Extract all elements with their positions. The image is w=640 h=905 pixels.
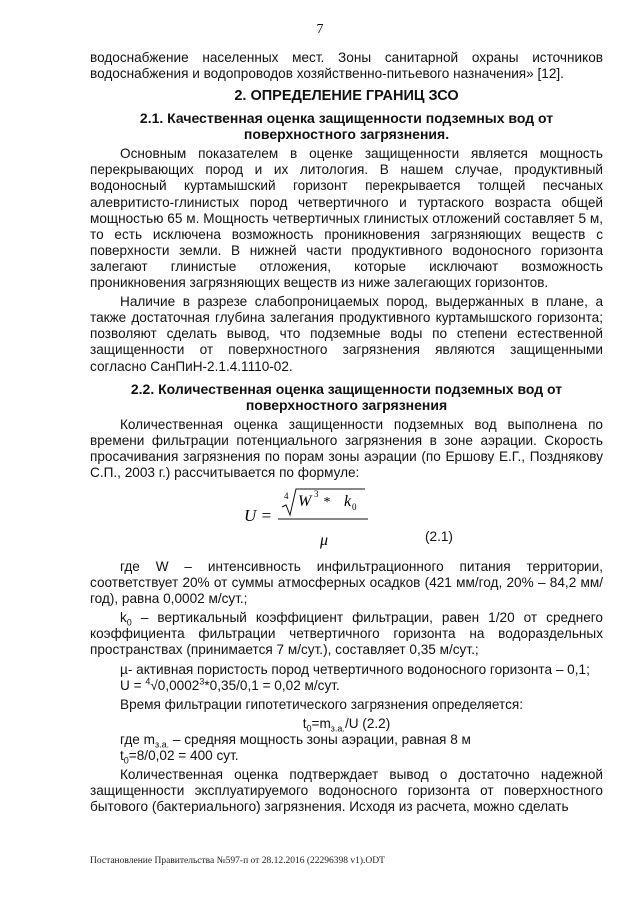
m-def-subscript: з.а. bbox=[154, 739, 170, 750]
k0-symbol: k bbox=[120, 610, 127, 626]
paragraph-mu-definition: µ- активная пористость пород четвертичного водоносного горизонта – 0,1; bbox=[120, 661, 590, 677]
formula-2-1 bbox=[90, 481, 603, 559]
paragraph-w-definition: где W – интенсивность инфильтрационного питания территории, соответствует 20% от суммы атмосферных осадков (421 мм/год, 20% – 84,2 мм/год), равна 0,0002 м/сут.; bbox=[90, 558, 603, 607]
equation-number: (2.1) bbox=[425, 528, 453, 544]
paragraph-u-calculation bbox=[90, 678, 603, 694]
subsection-heading-2-1: 2.1. Качественная оценка защищенности подземных вод от поверхностного загрязнения. bbox=[139, 110, 554, 143]
k0-text: – вертикальный коэффициент фильтрации, равен 1/20 от среднего коэффициента фильтрации четвертичного горизонта на водораздельных пространствах (принимается 7 м/сут.), составляет 0,35 м/сут.; bbox=[90, 610, 603, 658]
t0-result-symbol: t bbox=[120, 748, 124, 763]
paragraph-final: Количественная оценка подтверждает вывод о достаточно надежной защищенности эксплуатируемого водоносного горизонта от поверхностного бытового (бактериального) загрязнения. Исходя из расчета, можно сделать bbox=[90, 767, 603, 815]
m-def-rest: – средняя мощность зоны аэрации, равная 8 м bbox=[169, 731, 471, 747]
paragraph-t0-result bbox=[90, 748, 603, 764]
formula-w: W bbox=[298, 492, 312, 510]
formula-2-2 bbox=[90, 716, 603, 732]
u-calc-root-index: 4 bbox=[145, 676, 151, 687]
paragraph-quantitative: Количественная оценка защищенности подземных вод выполнена по времени фильтрации потенциального загрязнения в зоне аэрации. Скорость просачивания загрязнения по порам зоны аэрации (по Ершову Е.Г., Позднякову С.П., 2003 г.) рассчитывается по формуле: bbox=[90, 416, 603, 480]
formula-lhs: U = bbox=[244, 505, 272, 525]
formula-w-exp: 3 bbox=[314, 488, 319, 499]
formula-star: * bbox=[320, 494, 334, 510]
t0-symbol: t bbox=[302, 715, 307, 731]
u-calc-exponent: 3 bbox=[199, 676, 205, 687]
page-footer: Постановление Правительства №597-п от 28.12.2016 (22296398 v1).ODT bbox=[90, 856, 385, 866]
paragraph-main-indicator: Основным показателем в оценке защищенности является мощность перекрывающих пород и их литология. В нашем случае, продуктивный водоносный куртамышский горизонт перекрывается толщей песчаных алевритисто-глинистых пород четвертичного и туртаского возраста общей мощностью 65 м. Мощность четвертичных глинистых отложений составляет 5 м, то есть исключена возможность проникновения загрязняющих веществ с поверхности земли. В нижней части продуктивного водоносного горизонта залегают глинистые отложения, которые исключают возможность проникновения загрязняющих веществ из ниже залегающих горизонтов. bbox=[90, 146, 603, 291]
document-body bbox=[90, 50, 603, 815]
m-subscript: з.а. bbox=[330, 723, 345, 734]
paragraph-conclusion: Наличие в разрезе слабопроницаемых пород, выдержанных в плане, а также достаточная глубина залегания продуктивного куртамышского горизонта; позволяют сделать вывод, что подземные воды по степени естественной защищенности от поверхностного загрязнения являются защищенными согласно СанПиН-2.1.4.1110-02. bbox=[90, 294, 603, 374]
formula-k-sub: 0 bbox=[352, 501, 357, 512]
m-def-start: где m bbox=[120, 731, 155, 747]
u-calc-lhs: U = bbox=[120, 677, 146, 693]
k0-subscript: 0 bbox=[126, 617, 132, 628]
t0-result-value: =8/0,02 = 400 сут. bbox=[128, 748, 239, 763]
section-heading: 2. ОПРЕДЕЛЕНИЕ ГРАНИЦ ЗСО bbox=[234, 88, 459, 105]
formula-mu: μ bbox=[320, 531, 329, 549]
t0-subscript: 0 bbox=[306, 723, 312, 734]
paragraph-k0-definition bbox=[90, 610, 603, 658]
formula-k: k bbox=[344, 492, 352, 510]
u-calc-root: √0,0002 bbox=[150, 677, 200, 693]
paragraph-m-definition bbox=[90, 732, 603, 748]
formula-2-2-end: /U (2.2) bbox=[344, 715, 391, 731]
paragraph-intro: водоснабжение населенных мест. Зоны санитарной охраны источников водоснабжения и водопроводов хозяйственно-питьевого назначения» [12]. bbox=[90, 50, 603, 82]
u-calc-rest: *0,35/0,1 = 0,02 м/сут. bbox=[204, 677, 340, 693]
subsection-heading-2-2: 2.2. Количественная оценка защищенности подземных вод от поверхностного загрязнения bbox=[130, 380, 563, 413]
t0-result-subscript: 0 bbox=[123, 755, 129, 766]
formula-graphic bbox=[240, 481, 420, 559]
formula-root-index: 4 bbox=[284, 490, 289, 501]
page-number: 7 bbox=[316, 22, 324, 37]
formula-2-2-mid: =m bbox=[311, 715, 331, 731]
paragraph-filtration-time: Время фильтрации гипотетического загрязнения определяется: bbox=[120, 696, 524, 712]
